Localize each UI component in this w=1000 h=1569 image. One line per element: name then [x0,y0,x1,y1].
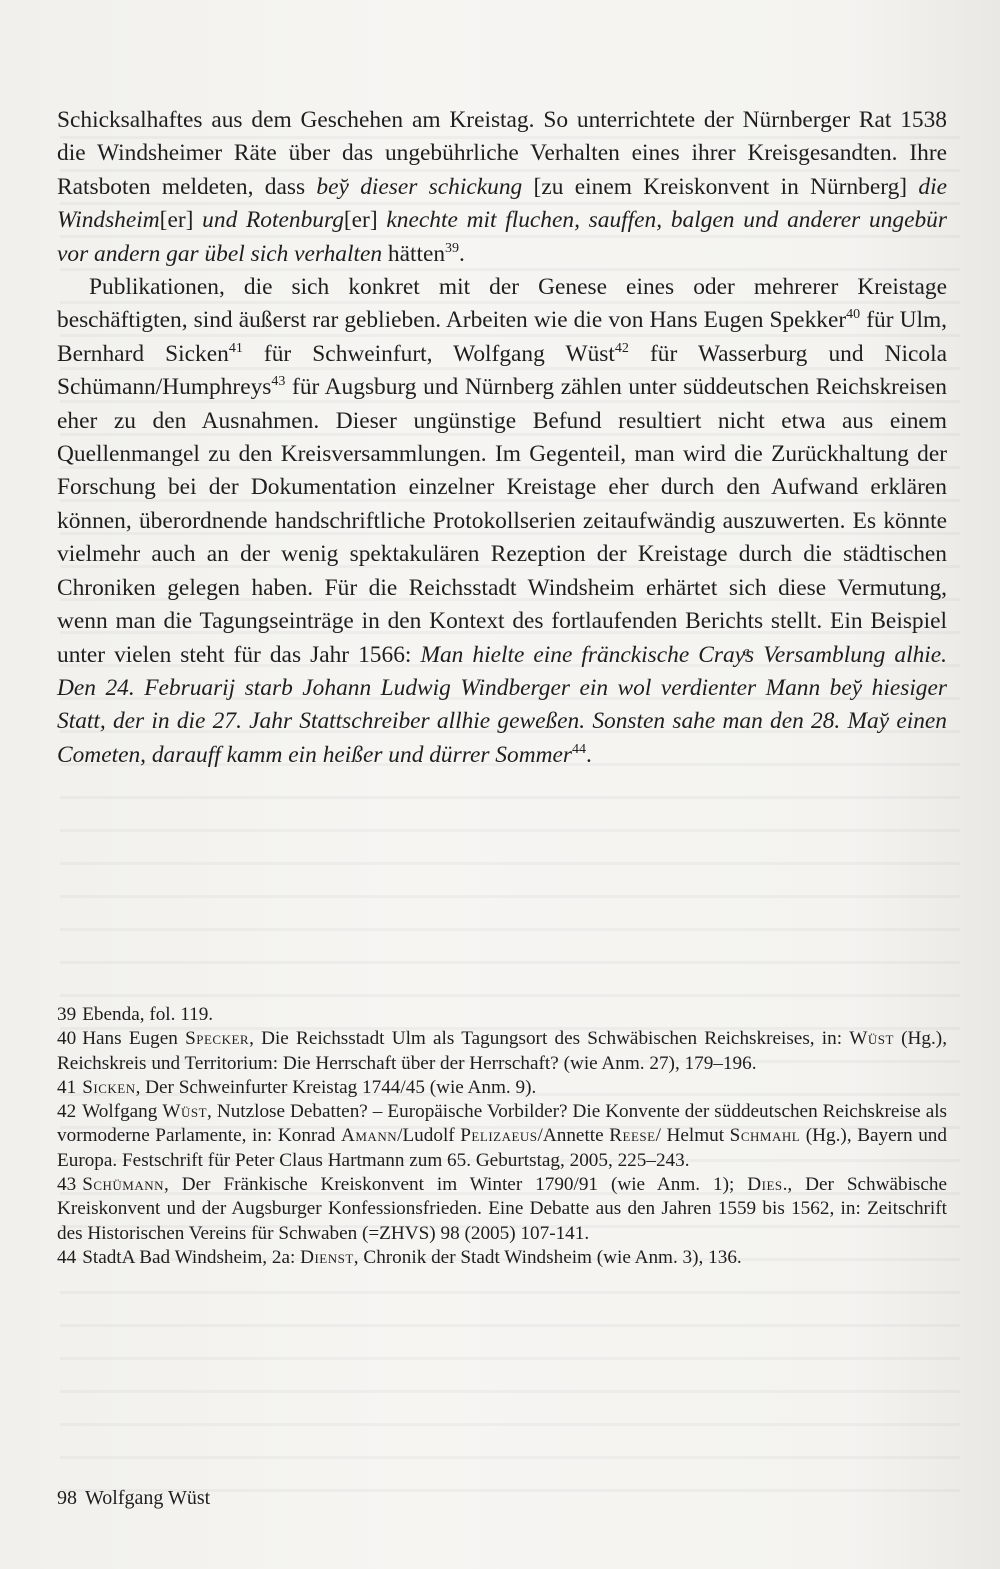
paragraph-1-text-e: hätten [382,240,446,267]
paragraph-1-text-a: Schicksalhaftes aus dem Geschehen am Kreistag. So unterrichtete der Nürnberger Rat 1538 die Windsheimer Räte über das ungebührliche Verhalten eines ihrer Kreisgesandten. Ihre Ratsboten meldeten, dass [57,107,947,200]
footnote-ref-42[interactable]: 42 [614,340,629,356]
footnote-text: , Nutzlose Debatten? – Europäische Vorbilder? Die Konvente der süddeutschen Reichskreise als vormoderne Parlamente, in: Konrad [57,1101,948,1147]
paragraph-1-italic-a: bey̆ dieser schickung [316,173,523,200]
footnote-text: , Der Fränkische Kreiskonvent im Winter 1790/91 (wie Anm. 1); [164,1174,748,1196]
footnote-number: 44 [57,1246,77,1268]
footnote-number: 40 [57,1028,77,1050]
paragraph-2-text-c: für Schweinfurt, Wolfgang Wüst [242,340,615,367]
paragraph-1-text-c: [er] [159,207,203,234]
paragraph-1-text-b: [zu einem Kreiskonvent in Nürnberg] [522,173,919,200]
paragraph-2-italic-quote: Man hielte eine fränckische Crayͤs Versamblung alhie. Den 24. Februarij starb Johann Ludwig Windberger ein wol verdienter Mann bey̆ hiesiger Statt, der in die 27. Jahr Stattschreiber allhie geweßen. Sonsten sahe man den 28. May̆ einen Cometen, darauff kamm ein heißer und dürrer Sommer [57,641,948,768]
footnote-40 [57,1027,947,1076]
running-author: Wolfgang Wüst [85,1487,211,1509]
footnote-number: 39 [57,1004,77,1025]
footnote-text: Wolfgang [82,1101,163,1123]
footnote-text: /Annette [537,1125,610,1147]
footnote-text: (Hg.), Reichskreis und Territorium: Die Herrschaft über der Herrschaft? (wie Anm. 27), 179–196. [57,1028,947,1074]
footnote-ref-39[interactable]: 39 [445,240,460,256]
footnote-author-name: Schümann [82,1174,165,1196]
footnote-text: , Chronik der Stadt Windsheim (wie Anm. 3), 136. [353,1246,742,1268]
footnote-44 [57,1246,947,1270]
footnote-number: 43 [57,1174,77,1196]
footnote-author-name: Dies [747,1174,783,1196]
paragraph-1-italic-d: knechte mit fluchen, sauffen, balgen und anderer ungebür vor andern gar übel sich verhalten [57,207,947,267]
footnote-text: / Helmut [655,1125,730,1147]
footnote-42 [57,1100,947,1173]
footnote-text: StadtA Bad Windsheim, 2a: [82,1246,301,1268]
paragraph-1-text-f: . [459,240,465,267]
paragraph-1-italic-c: und Rotenburg [202,207,344,234]
footnote-text: ., Der Schwäbische Kreiskonvent und der Augsburger Konfessionsfrieden. Eine Debatte aus den Jahren 1559 bis 1562, in: Zeitschrift des Historischen Vereins für Schwaben (=ZHVS) 98 (2005) 107-141. [57,1174,948,1244]
footnote-ref-41[interactable]: 41 [228,340,243,356]
paragraph-2-text-e: für Augsburg und Nürnberg zählen unter süddeutschen Reichskreisen eher zu den Ausnahmen. Dieser ungünstige Befund resultiert nicht etwa aus einem Quellenmangel zu den Kreisversammlungen. Im Gegenteil, man wird die Zurückhaltung der Forschung bei der Dokumentation einzelner Kreistage eher durch den Aufwand erklären können, überordnende handschriftliche Protokollserien zeitaufwändig auszuwerten. Es könnte vielmehr auch an der wenig spektakulären Rezeption der Kreistage durch die städtischen Chroniken gelegen haben. Für die Reichsstadt Windsheim erhärtet sich diese Vermutung, wenn man die Tagungseinträge in den Kontext des fortlaufenden Berichts stellt. Ein Beispiel unter vielen steht für das Jahr 1566: [57,374,947,668]
footnote-43 [57,1173,947,1246]
page-number: 98 [57,1487,77,1509]
footnote-author-name: Reese [609,1125,656,1147]
footnotes [57,1003,947,1270]
footnote-author-name: Dienst [300,1246,354,1268]
footnote-text: Ebenda, fol. 119. [82,1004,214,1025]
footnote-author-name: Specker [185,1028,250,1050]
paragraph-2-text-b: für Ulm, Bernhard Sicken [57,307,948,367]
footnote-author-name: Wüst [849,1028,894,1050]
paragraph-2-text-d: für Wasserburg und Nicola Schümann/Humphreys [57,340,948,401]
footnote-author-name: Sicken [82,1076,136,1098]
footnote-41 [57,1076,947,1100]
footnote-ref-40[interactable]: 40 [846,307,861,323]
paragraph-2-text-a: Publikationen, die sich konkret mit der Genese eines oder mehrerer Kreistage beschäftigten, sind äußerst rar geblieben. Arbeiten wie die von Hans Eugen Spekker [57,274,947,334]
paragraph-1-italic-b: die Windsheim [57,173,947,234]
footnote-author-name: Pelizaeus [460,1125,538,1147]
footnote-author-name: Schmahl [729,1125,801,1147]
paragraph-2 [57,271,947,772]
paragraph-1-text-d: [er] [343,207,387,234]
footnote-39 [57,1003,947,1027]
footnote-text: , Der Schweinfurter Kreistag 1744/45 (wie Anm. 9). [135,1076,537,1098]
footnote-author-name: Amann [341,1125,398,1147]
paragraph-2-text-f: . [585,741,592,768]
main-text [57,104,947,772]
paragraph-1 [57,104,947,271]
footnote-text: /Ludolf [397,1125,461,1147]
footnote-ref-43[interactable]: 43 [271,374,286,390]
footnote-number: 42 [57,1101,77,1123]
running-footer [57,1486,210,1510]
footnote-text: Hans Eugen [82,1028,186,1050]
footnote-ref-44[interactable]: 44 [571,741,586,757]
footnote-text: , Die Reichsstadt Ulm als Tagungsort des Schwäbischen Reichskreises, in: [249,1028,850,1050]
footnote-text: (Hg.), Bayern und Europa. Festschrift für Peter Claus Hartmann zum 65. Geburtstag, 2005, 225–243. [57,1125,947,1171]
footnote-number: 41 [57,1076,77,1098]
footnote-author-name: Wüst [162,1101,208,1123]
